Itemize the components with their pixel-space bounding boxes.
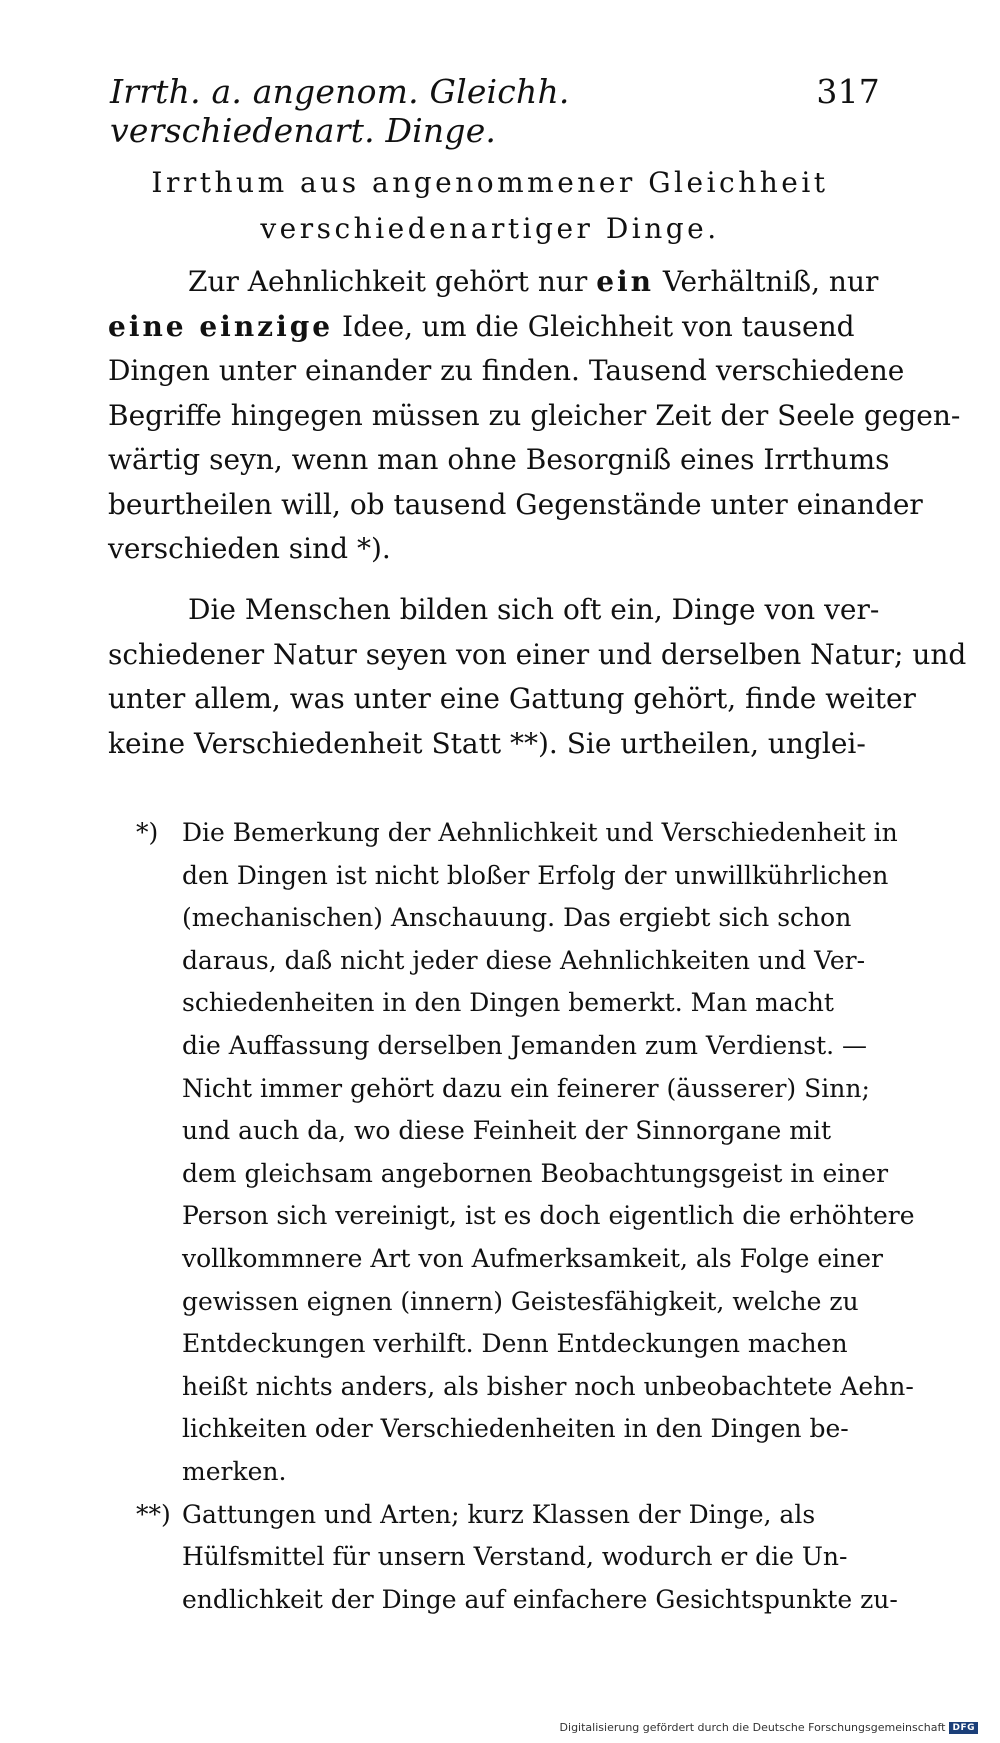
- footnote-1-marker: *): [136, 818, 159, 847]
- paragraph-line: verschieden sind *).: [108, 532, 391, 565]
- dfg-logo: DFG: [949, 1722, 978, 1734]
- paragraph-line: Zur Aehnlichkeit gehört nur ein Verhältniß, nur: [188, 265, 879, 298]
- running-title: Irrth. a. angenom. Gleichh. verschiedenart. Dinge.: [110, 72, 570, 150]
- paragraph-2: [108, 588, 967, 766]
- footnote-1-line: dem gleichsam angebornen Beobachtungsgeist in einer: [182, 1158, 889, 1188]
- footnote-1-line: Person sich vereinigt, ist es doch eigentlich die erhöhtere: [182, 1201, 915, 1231]
- footnote-1-line: Entdeckungen verhilft. Denn Entdeckungen machen: [182, 1329, 848, 1359]
- footnote-2-line: **) Gattungen und Arten; kurz Klassen der Dinge, als: [136, 1494, 878, 1537]
- footnote-1-line: daraus, daß nicht jeder diese Aehnlichkeiten und Ver-: [182, 945, 866, 975]
- section-title-line-2: verschiedenartiger Dinge.: [260, 212, 720, 245]
- footnote-2-marker: **): [136, 1499, 171, 1529]
- footnote-1-line: (mechanischen) Anschauung. Das ergiebt sich schon: [182, 903, 852, 933]
- running-header: [110, 72, 880, 150]
- footnote-1-line: schiedenheiten in den Dingen bemerkt. Man macht: [182, 988, 834, 1018]
- footnote-1-line: lichkeiten oder Verschiedenheiten in den Dingen be-: [182, 1414, 849, 1444]
- paragraph-line: Dingen unter einander zu finden. Tausend verschiedene: [108, 354, 905, 387]
- footnote-1-line: vollkommnere Art von Aufmerksamkeit, als Folge einer: [182, 1243, 884, 1273]
- paragraph-line: wärtig seyn, wenn man ohne Besorgniß eines Irrthums: [108, 443, 890, 476]
- footnote-1-line: und auch da, wo diese Feinheit der Sinnorgane mit: [182, 1116, 832, 1146]
- paragraph-line: Begriffe hingegen müssen zu gleicher Zeit der Seele gegen-: [108, 398, 961, 432]
- footnotes: [136, 812, 915, 1621]
- footnote-1-line: *) Die Bemerkung der Aehnlichkeit und Verschiedenheit in: [136, 812, 878, 855]
- section-title-line-1: Irrthum aus angenommener Gleichheit: [151, 166, 829, 199]
- digitization-credit: [560, 1721, 978, 1734]
- page-number: 317: [816, 72, 880, 111]
- footnote-1-line: gewissen eignen (innern) Geistesfähigkeit, welche zu: [182, 1286, 859, 1316]
- paragraph-1: [108, 260, 961, 572]
- footnote-1-line: Nicht immer gehört dazu ein feinerer (äusserer) Sinn;: [182, 1073, 870, 1103]
- footnote-2-line: endlichkeit der Dinge auf einfachere Gesichtspunkte zu-: [182, 1584, 898, 1614]
- paragraph-line: eine einzige Idee, um die Gleichheit von tausend: [108, 309, 855, 343]
- footnote-1-line: den Dingen ist nicht bloßer Erfolg der unwillkührlichen: [182, 860, 889, 890]
- paragraph-line: keine Verschiedenheit Statt **). Sie urtheilen, unglei-: [108, 726, 866, 760]
- footnote-2-line: Hülfsmittel für unsern Verstand, wodurch er die Un-: [182, 1542, 848, 1572]
- credit-text: Digitalisierung gefördert durch die Deutsche Forschungsgemeinschaft: [559, 1721, 946, 1734]
- footnote-1-line: die Auffassung derselben Jemanden zum Verdienst. —: [182, 1030, 868, 1060]
- paragraph-line: schiedener Natur seyen von einer und derselben Natur; und: [108, 637, 967, 671]
- section-title: [140, 160, 840, 252]
- footnote-1-line: merken.: [182, 1456, 287, 1486]
- paragraph-line: beurtheilen will, ob tausend Gegenstände unter einander: [108, 487, 923, 521]
- paragraph-line: unter allem, was unter eine Gattung gehört, finde weiter: [108, 682, 916, 715]
- paragraph-line: Die Menschen bilden sich oft ein, Dinge von ver-: [188, 593, 880, 626]
- footnote-1-line: heißt nichts anders, als bisher noch unbeobachtete Aehn-: [182, 1371, 914, 1401]
